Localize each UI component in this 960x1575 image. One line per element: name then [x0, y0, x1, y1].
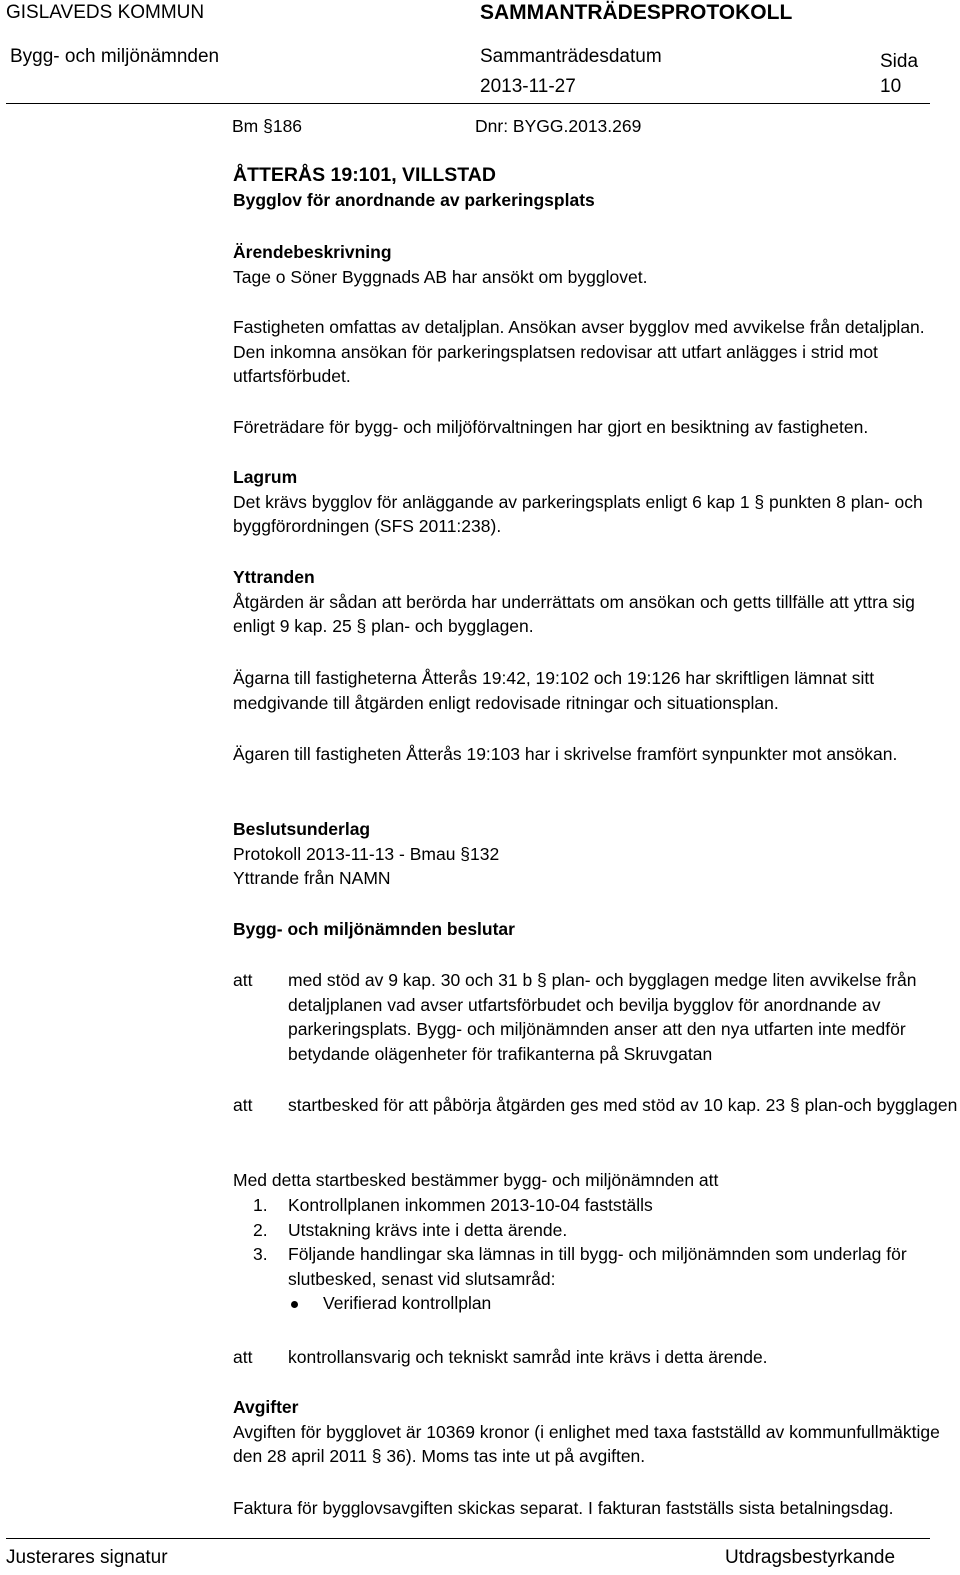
- diary-number: Dnr: BYGG.2013.269: [475, 116, 642, 136]
- yttranden-paragraph-3: Ägaren till fastigheten Åtterås 19:103 har i skrivelse framfört synpunkter mot ansökan.: [233, 744, 898, 764]
- page-label: Sida: [880, 51, 919, 72]
- yttranden-paragraph-1: Åtgärden är sådan att berörda har underrättats om ansökan och getts tillfälle att yttra sig enligt 9 kap. 25 § plan- och bygglagen.: [233, 591, 915, 636]
- footer-divider: [6, 1538, 930, 1539]
- underlag-line-2: Yttrande från NAMN: [233, 868, 391, 888]
- adjuster-signature-label: Justerares signatur: [6, 1547, 168, 1568]
- lagrum-text: Det krävs bygglov för anläggande av parkeringsplats enligt 6 kap 1 § punkten 8 plan- och byggförordningen (SFS 2011:238).: [233, 491, 923, 536]
- yttranden-section: [233, 565, 955, 639]
- committee-name: Bygg- och miljönämnden: [10, 46, 220, 67]
- list-item-number: 1.: [253, 1195, 268, 1215]
- underlag-line-1: Protokoll 2013-11-13 - Bmau §132: [233, 843, 500, 864]
- list-item-number: 3.: [253, 1244, 268, 1264]
- beslut-heading: Bygg- och miljönämnden beslutar: [233, 919, 515, 939]
- underlag-section: [233, 817, 955, 891]
- avgifter-heading: Avgifter: [233, 1397, 299, 1417]
- beslut-heading-block: [233, 917, 955, 942]
- case-subject: Bygglov för anordnande av parkeringsplats: [233, 189, 595, 210]
- yttranden-paragraph-3-block: [233, 742, 955, 767]
- att-label: att: [233, 970, 253, 990]
- arende-section: [233, 240, 955, 289]
- list-item-text: Utstakning krävs inte i detta ärende.: [288, 1219, 568, 1240]
- case-title: [233, 163, 955, 212]
- bullet-item: [233, 1291, 955, 1316]
- header-divider: [6, 103, 930, 104]
- paragraph-number: Bm §186: [232, 116, 303, 136]
- underlag-heading: Beslutsunderlag: [233, 819, 371, 839]
- list-item-text: Följande handlingar ska lämnas in till bygg- och miljönämnden som underlag för slutbesked, senast vid slutsamråd:: [288, 1244, 907, 1289]
- page-number: 10: [880, 76, 902, 97]
- requirements-list: [233, 1193, 955, 1316]
- lagrum-heading: Lagrum: [233, 467, 298, 487]
- list-item-text: Kontrollplanen inkommen 2013-10-04 fastställs: [288, 1195, 653, 1215]
- property-title: ÅTTERÅS 19:101, VILLSTAD: [233, 164, 496, 186]
- yttranden-heading: Yttranden: [233, 567, 315, 587]
- startbesked-intro-block: [233, 1168, 955, 1193]
- att-label: att: [233, 1095, 253, 1115]
- decision-clause-text: kontrollansvarig och tekniskt samråd inte krävs i detta ärende.: [288, 1347, 768, 1367]
- avgifter-section: [233, 1395, 955, 1469]
- list-item: [233, 1218, 955, 1243]
- yttranden-paragraph-2-block: [233, 666, 955, 715]
- extract-certification-label: Utdragsbestyrkande: [725, 1547, 896, 1568]
- arende-heading: Ärendebeskrivning: [233, 242, 392, 262]
- list-item-number: 2.: [253, 1219, 268, 1240]
- meeting-date-value: 2013-11-27: [480, 76, 576, 97]
- lagrum-section: [233, 465, 955, 539]
- document-type: SAMMANTRÄDESPROTOKOLL: [480, 1, 793, 24]
- arende-paragraph-3: Företrädare för bygg- och miljöförvaltningen har gjort en besiktning av fastigheten.: [233, 417, 869, 437]
- bullet-item-text: Verifierad kontrollplan: [323, 1293, 492, 1313]
- arende-paragraph-2-block: [233, 315, 955, 389]
- meeting-date-label: Sammanträdesdatum: [480, 46, 662, 67]
- startbesked-intro: Med detta startbesked bestämmer bygg- och miljönämnden att: [233, 1170, 719, 1190]
- yttranden-paragraph-2: Ägarna till fastigheterna Åtterås 19:42, 19:102 och 19:126 har skriftligen lämnat sitt medgivande till åtgärden enligt redovisade ritningar och situationsplan.: [233, 668, 875, 713]
- bullet-dot-icon: [291, 1301, 298, 1308]
- arende-paragraph-3-block: [233, 415, 955, 440]
- arende-paragraph-1: Tage o Söner Byggnads AB har ansökt om bygglovet.: [233, 266, 648, 287]
- avgifter-text: Avgiften för bygglovet är 10369 kronor (i enlighet med taxa fastställd av kommunfullmäktige den 28 april 2011 § 36). Moms tas inte ut på avgiften.: [233, 1421, 940, 1466]
- faktura-block: [233, 1496, 960, 1521]
- list-item: [233, 1193, 955, 1218]
- list-item: [233, 1242, 955, 1291]
- decision-clause-text: startbesked för att påbörja åtgärden ges med stöd av 10 kap. 23 § plan-och bygglagen: [288, 1095, 958, 1115]
- att-label: att: [233, 1347, 253, 1367]
- faktura-text: Faktura för bygglovsavgiften skickas separat. I fakturan fastställs sista betalningsdag.: [233, 1498, 894, 1518]
- municipality-name: GISLAVEDS KOMMUN: [6, 2, 205, 23]
- arende-paragraph-2: Fastigheten omfattas av detaljplan. Ansökan avser bygglov med avvikelse från detaljplan. Den inkomna ansökan för parkeringsplatsen redovisar att utfart anlägges i strid mot utfartsförbudet.: [233, 317, 925, 386]
- decision-clause-text: med stöd av 9 kap. 30 och 31 b § plan- och bygglagen medge liten avvikelse från detaljplanen vad avser utfartsförbudet och bevilja bygglov för anordnande av parkeringsplats. Bygg- och miljönämnden anser att den nya utfarten inte medför betydande olägenheter för trafikanterna på Skruvgatan: [288, 970, 917, 1064]
